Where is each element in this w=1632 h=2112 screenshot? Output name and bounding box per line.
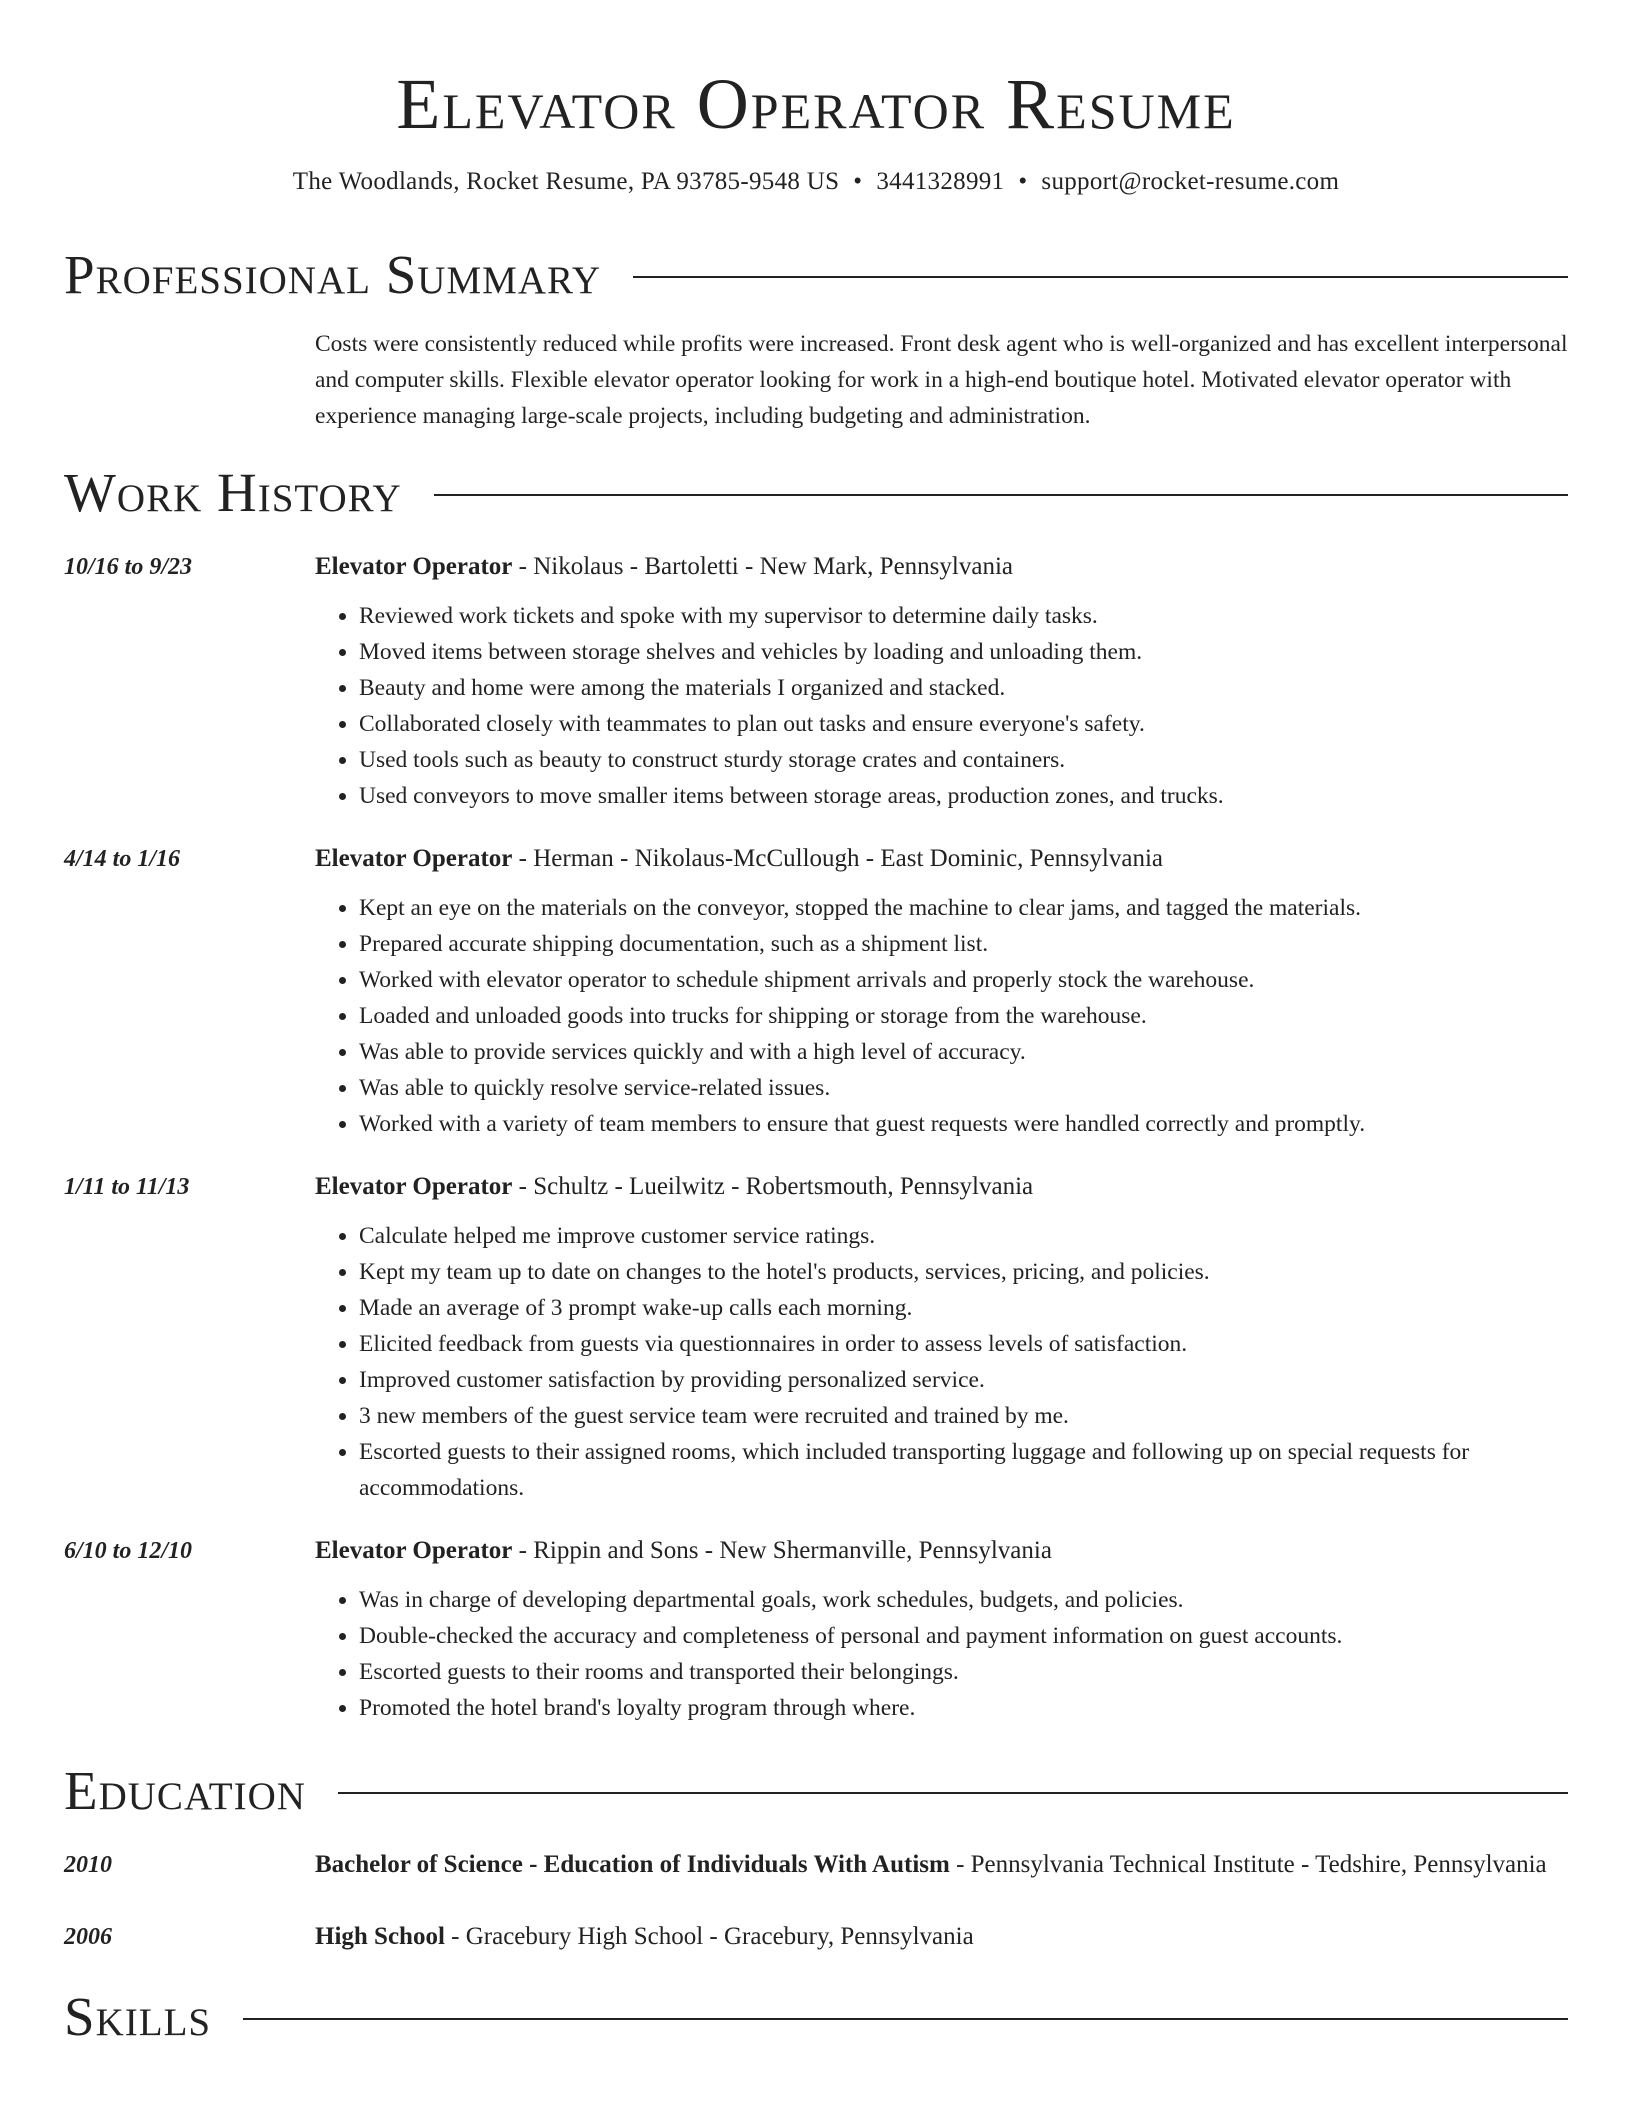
work-bullet: • Reviewed work tickets and spoke with my supervisor to determine daily tasks. xyxy=(359,598,1568,634)
section-title-education: Education xyxy=(64,1760,306,1821)
work-entry xyxy=(64,1532,1568,1726)
section-title-skills: Skills xyxy=(64,1986,212,2047)
work-entry xyxy=(64,1168,1568,1506)
work-dates: 4/14 to 1/16 xyxy=(64,846,181,872)
contact-address: The Woodlands, Rocket Resume, PA 93785-9548 US xyxy=(292,168,840,195)
education-degree: High School xyxy=(315,1923,445,1950)
work-bullet: • Kept my team up to date on changes to the hotel's products, services, pricing, and policies. xyxy=(359,1254,1568,1290)
education-details: - Pennsylvania Technical Institute - Tedshire, Pennsylvania xyxy=(949,1851,1547,1878)
work-bullet: • Elicited feedback from guests via questionnaires in order to assess levels of satisfaction. xyxy=(359,1326,1568,1362)
work-entry-body xyxy=(315,1168,1568,1506)
section-header-summary xyxy=(64,244,1568,306)
work-bullet-list xyxy=(315,890,1568,1142)
education-entry xyxy=(64,1918,1568,1956)
work-bullet: • 3 new members of the guest service team were recruited and trained by me. xyxy=(359,1398,1568,1434)
education-details: - Gracebury High School - Gracebury, Pennsylvania xyxy=(444,1923,974,1950)
work-history-list xyxy=(64,548,1568,1726)
work-bullet: • Worked with a variety of team members to ensure that guest requests were handled correctly and promptly. xyxy=(359,1106,1568,1142)
work-employer-location: - Nikolaus - Bartoletti - New Mark, Pennsylvania xyxy=(512,553,1013,580)
work-bullet: • Promoted the hotel brand's loyalty program through where. xyxy=(359,1690,1568,1726)
work-entry-body xyxy=(315,1532,1568,1726)
education-degree: Bachelor of Science - Education of Individuals With Autism xyxy=(315,1851,950,1878)
section-divider xyxy=(434,494,1568,496)
education-title xyxy=(315,1918,1568,1956)
work-title xyxy=(315,1168,1568,1206)
education-year: 2010 xyxy=(64,1852,112,1878)
work-entry xyxy=(64,840,1568,1142)
work-bullet: • Used conveyors to move smaller items between storage areas, production zones, and trucks. xyxy=(359,778,1568,814)
work-dates: 10/16 to 9/23 xyxy=(64,554,193,580)
section-header-work xyxy=(64,462,1568,524)
work-bullet: • Calculate helped me improve customer service ratings. xyxy=(359,1218,1568,1254)
summary-text: Costs were consistently reduced while profits were increased. Front desk agent who is well-organized and has excellent interpersonal and computer skills. Flexible elevator operator looking for work in a high-end boutique hotel. Motivated elevator operator with experience managing large-scale projects, including budgeting and administration. xyxy=(315,331,1568,429)
work-entry-body xyxy=(315,548,1568,814)
section-title-summary: Professional Summary xyxy=(64,244,602,305)
section-title-work: Work History xyxy=(64,462,402,523)
work-bullet: • Moved items between storage shelves and vehicles by loading and unloading them. xyxy=(359,634,1568,670)
work-bullet: • Worked with elevator operator to schedule shipment arrivals and properly stock the warehouse. xyxy=(359,962,1568,998)
work-title xyxy=(315,1532,1568,1570)
work-bullet: • Used tools such as beauty to construct sturdy storage crates and containers. xyxy=(359,742,1568,778)
work-bullet: • Escorted guests to their assigned rooms, which included transporting luggage and following up on special requests for accommodations. xyxy=(359,1434,1568,1506)
work-entry-body xyxy=(315,840,1568,1142)
education-year: 2006 xyxy=(64,1924,112,1950)
work-role: Elevator Operator xyxy=(315,1173,513,1200)
section-divider xyxy=(243,2018,1568,2020)
work-employer-location: - Herman - Nikolaus-McCullough - East Dominic, Pennsylvania xyxy=(512,845,1163,872)
resume-page xyxy=(64,0,1568,2048)
work-bullet: • Was in charge of developing departmental goals, work schedules, budgets, and policies. xyxy=(359,1582,1568,1618)
work-entry xyxy=(64,548,1568,814)
work-role: Elevator Operator xyxy=(315,553,513,580)
work-employer-location: - Rippin and Sons - New Shermanville, Pennsylvania xyxy=(512,1537,1052,1564)
resume-title: Elevator Operator Resume xyxy=(396,64,1236,144)
work-bullet: • Improved customer satisfaction by providing personalized service. xyxy=(359,1362,1568,1398)
work-bullet: • Beauty and home were among the materials I organized and stacked. xyxy=(359,670,1568,706)
work-bullet: • Prepared accurate shipping documentation, such as a shipment list. xyxy=(359,926,1568,962)
work-bullet: • Kept an eye on the materials on the conveyor, stopped the machine to clear jams, and tagged the materials. xyxy=(359,890,1568,926)
contact-email: support@rocket-resume.com xyxy=(1041,168,1340,195)
section-header-skills xyxy=(64,1986,1568,2048)
work-title xyxy=(315,548,1568,586)
contact-separator: • xyxy=(853,168,863,195)
section-divider xyxy=(633,276,1568,278)
work-bullet-list xyxy=(315,598,1568,814)
education-title xyxy=(315,1846,1568,1884)
contact-separator: • xyxy=(1018,168,1028,195)
work-bullet-list xyxy=(315,1218,1568,1506)
work-bullet: • Double-checked the accuracy and completeness of personal and payment information on guest accounts. xyxy=(359,1618,1568,1654)
work-bullet: • Collaborated closely with teammates to plan out tasks and ensure everyone's safety. xyxy=(359,706,1568,742)
work-bullet-list xyxy=(315,1582,1568,1726)
work-dates: 6/10 to 12/10 xyxy=(64,1538,193,1564)
section-divider xyxy=(338,1792,1568,1794)
section-header-education xyxy=(64,1760,1568,1822)
work-bullet: • Made an average of 3 prompt wake-up calls each morning. xyxy=(359,1290,1568,1326)
work-bullet: • Was able to provide services quickly and with a high level of accuracy. xyxy=(359,1034,1568,1070)
work-employer-location: - Schultz - Lueilwitz - Robertsmouth, Pennsylvania xyxy=(512,1173,1034,1200)
work-role: Elevator Operator xyxy=(315,1537,513,1564)
work-bullet: • Escorted guests to their rooms and transported their belongings. xyxy=(359,1654,1568,1690)
work-role: Elevator Operator xyxy=(315,845,513,872)
contact-phone: 3441328991 xyxy=(876,168,1005,195)
contact-line xyxy=(64,166,1568,198)
education-entry xyxy=(64,1846,1568,1884)
work-title xyxy=(315,840,1568,878)
work-bullet: • Was able to quickly resolve service-related issues. xyxy=(359,1070,1568,1106)
work-dates: 1/11 to 11/13 xyxy=(64,1174,190,1200)
work-bullet: • Loaded and unloaded goods into trucks for shipping or storage from the warehouse. xyxy=(359,998,1568,1034)
